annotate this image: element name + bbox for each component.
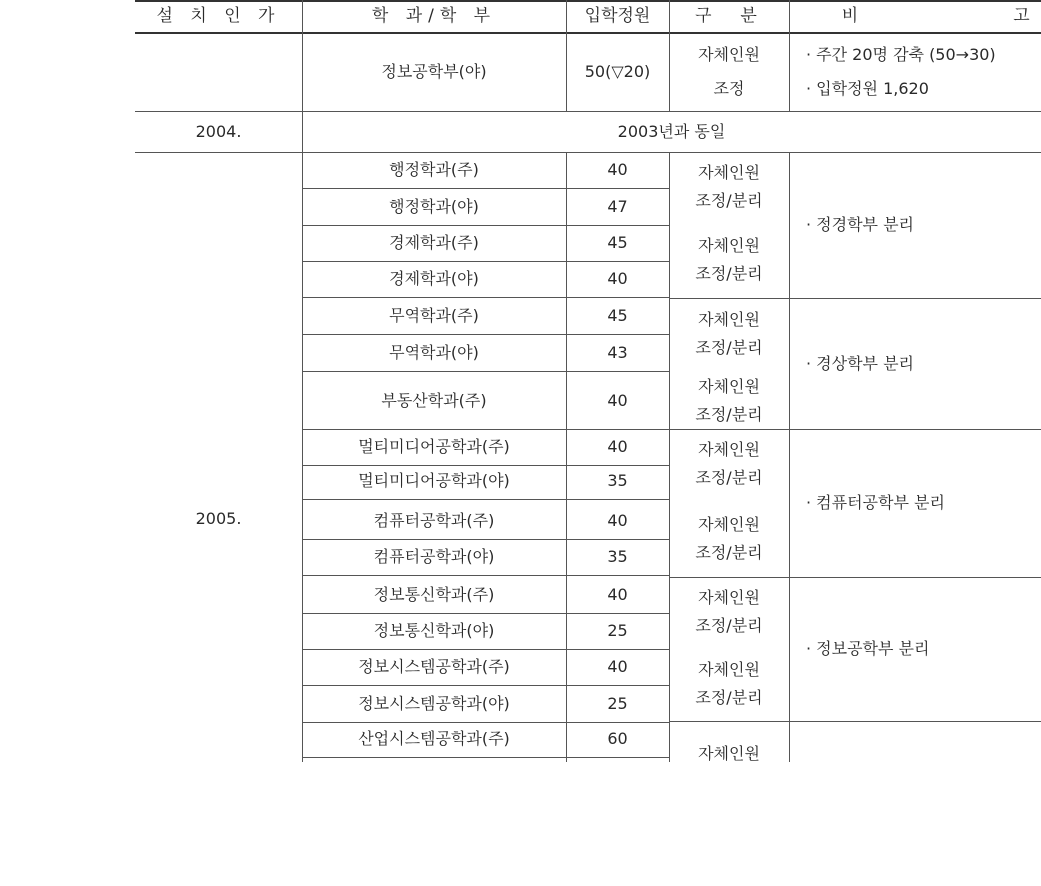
row-type-line1: 자체인원 xyxy=(698,236,760,255)
top-row-note-line2: · 입학정원 1,620 xyxy=(806,79,929,98)
top-row-note-line1: · 주간 20명 감축 (50→30) xyxy=(806,45,996,64)
row-department: 멀티미디어공학과(주) xyxy=(358,437,510,456)
row-type xyxy=(669,372,789,429)
row-department: 컴퓨터공학과(주) xyxy=(373,511,495,530)
row-type-line1: 자체인원 xyxy=(698,744,760,763)
row-quota: 45 xyxy=(607,233,628,252)
note-group-rule xyxy=(789,577,1041,578)
row-type-line1: 자체인원 xyxy=(698,660,760,679)
header-top-rule xyxy=(135,0,1041,2)
header-quota: 입학정원 xyxy=(584,6,651,26)
row-quota: 47 xyxy=(607,197,628,216)
row-department: 경제학과(주) xyxy=(389,233,479,252)
top-row-type-line1: 자체인원 xyxy=(698,45,760,64)
row-type xyxy=(669,228,789,292)
row-type-line2: 조정/분리 xyxy=(695,468,763,487)
year-2004: 2004. xyxy=(195,122,242,141)
header-note-b: 고 xyxy=(1013,6,1030,26)
row-type-line2: 조정/분리 xyxy=(695,264,763,283)
row-type-line1: 자체인원 xyxy=(698,310,760,329)
row-department: 무역학과(야) xyxy=(389,343,479,362)
col-divider-type-top xyxy=(789,0,790,112)
top-row-type xyxy=(669,38,789,106)
row-quota: 45 xyxy=(607,306,628,325)
header-year: 설 치 인 가 xyxy=(156,6,281,26)
type-group-rule xyxy=(669,298,789,299)
row-type-line1: 자체인원 xyxy=(698,588,760,607)
header-department: 학 과/학 부 xyxy=(371,6,497,26)
row-department: 행정학과(주) xyxy=(389,160,479,179)
row-type xyxy=(669,722,789,786)
row-quota: 60 xyxy=(607,729,628,748)
col-divider-dept-top xyxy=(566,0,567,112)
row-quota: 25 xyxy=(607,621,628,640)
row-department: 행정학과(야) xyxy=(389,197,479,216)
row-quota: 40 xyxy=(607,160,628,179)
row-note: · 정보공학부 분리 xyxy=(806,639,930,658)
row-quota: 40 xyxy=(607,511,628,530)
row-quota: 40 xyxy=(607,390,628,410)
row-department: 무역학과(주) xyxy=(389,306,479,325)
type-group-rule xyxy=(669,721,789,722)
row-department: 정보시스템공학과(주) xyxy=(358,657,510,676)
header-bottom-rule xyxy=(135,32,1041,34)
header-note-a: 비 xyxy=(841,6,859,26)
row-quota: 35 xyxy=(607,471,628,490)
row-type-line1: 자체인원 xyxy=(698,376,760,396)
year-2005: 2005. xyxy=(195,509,242,528)
row-note: · 경상학부 분리 xyxy=(806,353,914,373)
row-department: 부동산학과(주) xyxy=(381,390,487,410)
row-type xyxy=(669,580,789,644)
type-group-rule xyxy=(669,429,789,430)
row-quota: 25 xyxy=(607,694,628,713)
row-department: 컴퓨터공학과(야) xyxy=(373,547,495,566)
row-type xyxy=(669,432,789,496)
row-type-line2: 조정/분리 xyxy=(695,191,763,210)
row-type xyxy=(669,507,789,571)
row-type-line1: 자체인원 xyxy=(698,440,760,459)
row-department: 산업시스템공학과(주) xyxy=(358,729,510,748)
row-type-line2: 조정/분리 xyxy=(695,338,763,357)
type-group-rule xyxy=(669,577,789,578)
row-2004-merged-note: 2003년과 동일 xyxy=(617,122,726,141)
row-note: · 정경학부 분리 xyxy=(806,215,914,234)
top-row-type-line2: 조정 xyxy=(713,79,745,98)
col-divider-type xyxy=(789,152,790,762)
row-quota: 43 xyxy=(607,343,628,362)
row-rule xyxy=(302,499,669,500)
row-type xyxy=(669,155,789,219)
row-quota: 40 xyxy=(607,437,628,456)
row-type-line2: 조정/분리 xyxy=(695,543,763,562)
rule-top-row xyxy=(135,111,1041,112)
row-type xyxy=(669,652,789,716)
row-quota: 40 xyxy=(607,585,628,604)
row-rule xyxy=(302,757,669,758)
top-row-quota: 50(▽20) xyxy=(584,62,651,81)
row-department: 정보통신학과(야) xyxy=(373,621,495,640)
row-department: 정보시스템공학과(야) xyxy=(358,694,510,713)
row-type xyxy=(669,302,789,366)
row-rule xyxy=(302,575,669,576)
row-quota: 40 xyxy=(607,657,628,676)
row-department: 멀티미디어공학과(야) xyxy=(358,471,510,490)
top-row-note xyxy=(806,38,1041,106)
row-quota: 35 xyxy=(607,547,628,566)
note-group-rule xyxy=(789,298,1041,299)
row-note: · 컴퓨터공학부 분리 xyxy=(806,493,945,512)
row-type-line2: 조정/분리 xyxy=(695,404,763,424)
row-department: 경제학과(야) xyxy=(389,269,479,288)
row-quota: 40 xyxy=(607,269,628,288)
note-group-rule xyxy=(789,429,1041,430)
note-group-rule xyxy=(789,721,1041,722)
row-type-line1: 자체인원 xyxy=(698,163,760,182)
top-row-department: 정보공학부(야) xyxy=(381,62,487,81)
row-type-line2: 조정/분리 xyxy=(695,688,763,707)
header-type: 구 분 xyxy=(695,6,763,26)
row-type-line2: 조정/분리 xyxy=(695,616,763,635)
row-department: 정보통신학과(주) xyxy=(373,585,495,604)
col-divider-quota-top xyxy=(669,0,670,112)
row-type-line1: 자체인원 xyxy=(698,515,760,534)
